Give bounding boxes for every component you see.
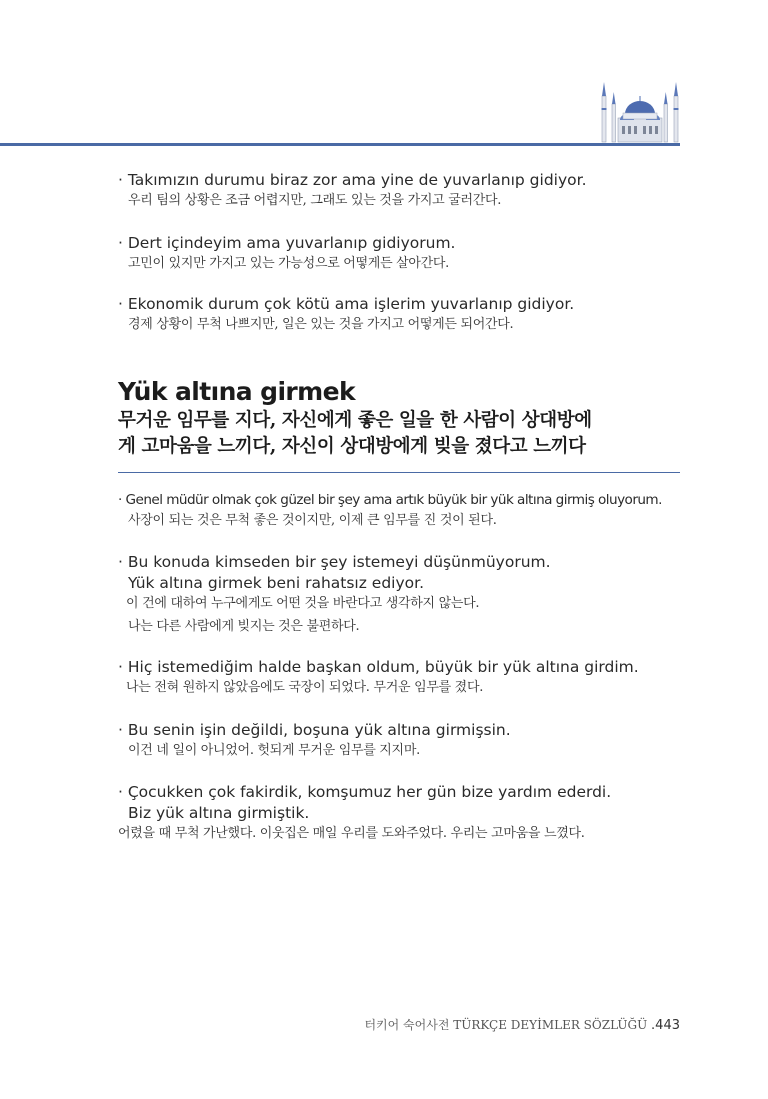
idiom-meaning-line: 무거운 임무를 지다, 자신에게 좋은 일을 한 사람이 상대방에 <box>118 410 592 431</box>
example-turkish: Yük altına girmek beni rahatsız ediyor. <box>128 574 424 592</box>
page-footer <box>364 1016 680 1033</box>
idiom-meaning <box>118 408 688 460</box>
example-korean: 고민이 있지만 가지고 있는 가능성으로 어떻게든 살아간다. <box>128 256 450 271</box>
example-turkish: · Ekonomik durum çok kötü ama işlerim yuvarlanıp gidiyor. <box>118 295 575 313</box>
example-korean: 이 건에 대하여 누구에게도 어떤 것을 바란다고 생각하지 않는다. <box>126 596 480 611</box>
example-korean: 우리 팀의 상황은 조금 어렵지만, 그래도 있는 것을 가지고 굴러간다. <box>128 193 502 208</box>
example-block <box>118 490 688 531</box>
example-block <box>118 233 688 274</box>
mosque-icon <box>598 78 682 144</box>
example-block <box>118 552 688 637</box>
example-turkish: · Genel müdür olmak çok güzel bir şey ama artık büyük bir yük altına girmiş oluyorum. <box>118 492 662 508</box>
example-korean: 경제 상황이 무척 나쁘지만, 일은 있는 것을 가지고 어떻게든 되어간다. <box>128 317 514 332</box>
example-block <box>118 294 688 335</box>
example-block <box>118 720 688 761</box>
example-turkish: · Bu senin işin değildi, boşuna yük altına girmişsin. <box>118 721 511 739</box>
example-block <box>118 657 688 698</box>
example-korean: 나는 전혀 원하지 않았음에도 국장이 되었다. 무거운 임무를 졌다. <box>126 680 484 695</box>
example-korean: 어렸을 때 무척 가난했다. 이웃집은 매일 우리를 도와주었다. 우리는 고마움을 느꼈다. <box>118 826 585 841</box>
page-number: .443 <box>651 1018 680 1033</box>
example-turkish: · Takımızın durumu biraz zor ama yine de yuvarlanıp gidiyor. <box>118 171 587 189</box>
example-korean: 나는 다른 사람에게 빚지는 것은 불편하다. <box>128 619 360 634</box>
example-turkish: · Bu konuda kimseden bir şey istemeyi düşünmüyorum. <box>118 553 551 571</box>
section-rule <box>118 472 680 473</box>
example-korean: 사장이 되는 것은 무척 좋은 것이지만, 이제 큰 임무를 진 것이 된다. <box>128 513 497 528</box>
book-title: 터키어 숙어사전 TÜRKÇE DEYİMLER SÖZLÜĞÜ <box>364 1018 648 1032</box>
example-turkish: · Hiç istemediğim halde başkan oldum, büyük bir yük altına girdim. <box>118 658 639 676</box>
header-rule <box>0 143 680 146</box>
idiom-meaning-line: 게 고마움을 느끼다, 자신이 상대방에게 빚을 졌다고 느끼다 <box>118 436 586 457</box>
idiom-title: Yük altına girmek <box>118 377 355 406</box>
example-turkish: Biz yük altına girmiştik. <box>128 804 310 822</box>
example-korean: 이건 네 일이 아니었어. 헛되게 무거운 임무를 지지마. <box>128 743 420 758</box>
example-block <box>118 782 688 844</box>
example-block <box>118 170 688 211</box>
example-turkish: · Dert içindeyim ama yuvarlanıp gidiyorum. <box>118 234 456 252</box>
example-turkish: · Çocukken çok fakirdik, komşumuz her gün bize yardım ederdi. <box>118 783 612 801</box>
